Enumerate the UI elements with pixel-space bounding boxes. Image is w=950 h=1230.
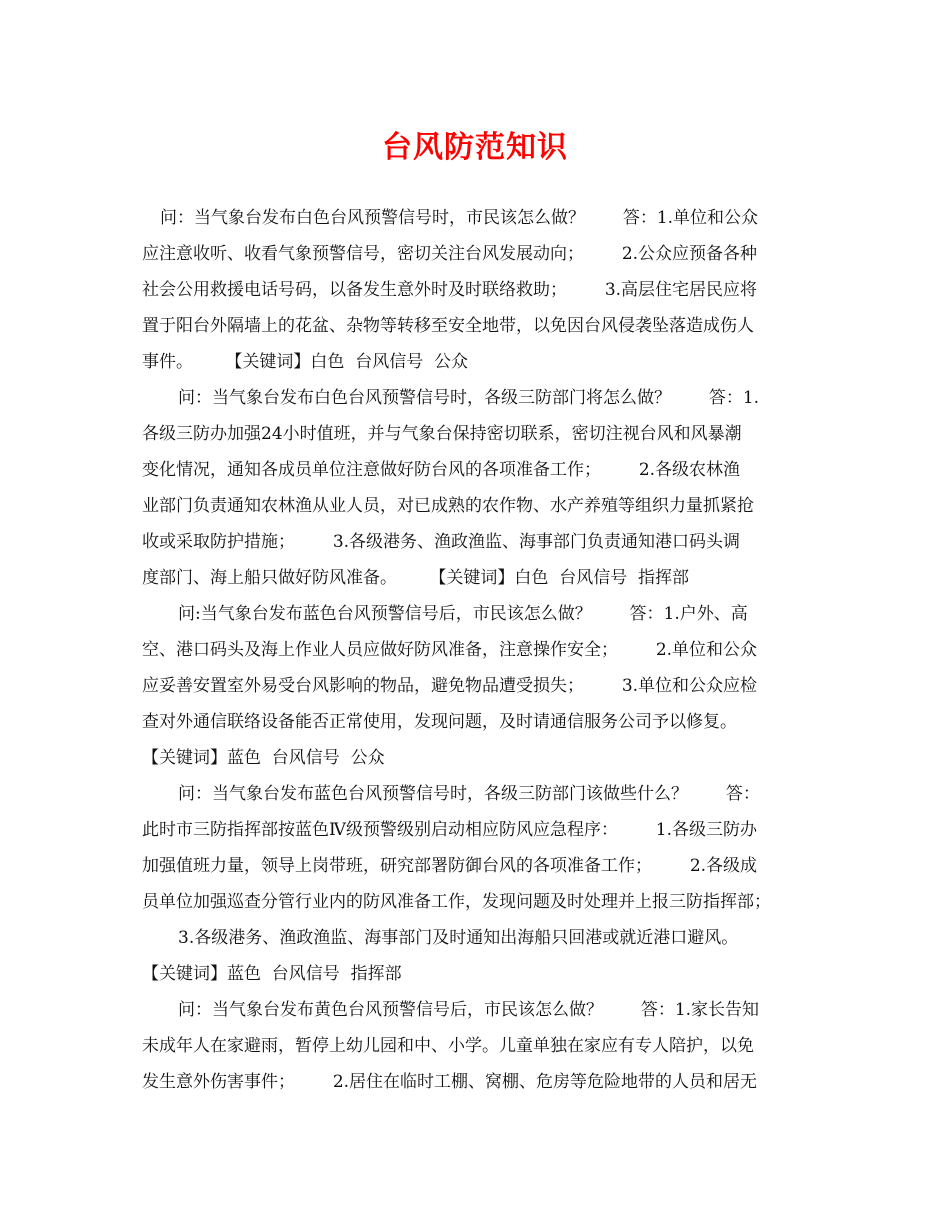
text-line: 问：当气象台发布蓝色台风预警信号时，各级三防部门该做些什么？ 答：: [178, 784, 760, 804]
text-line: 社会公用救援电话号码，以备发生意外时及时联络救助； 3.高层住宅居民应将: [142, 280, 758, 300]
text-line: 问:当气象台发布蓝色台风预警信号后，市民该怎么做？ 答：1.户外、高: [178, 604, 748, 624]
text-line: 【关键词】蓝色 台风信号 公众: [142, 748, 385, 768]
text-line: 此时市三防指挥部按蓝色Ⅳ级预警级别启动相应防风应急程序： 1.各级三防办: [142, 820, 758, 840]
text-line: 空、港口码头及海上作业人员应做好防风准备，注意操作安全； 2.单位和公众: [142, 640, 758, 660]
text-line: 问：当气象台发布白色台风预警信号时，市民该怎么做？ 答：1.单位和公众: [160, 208, 759, 228]
text-line: 业部门负责通知农林渔从业人员，对已成熟的农作物、水产养殖等组织力量抓紧抢: [142, 496, 754, 516]
document-title: 台风防范知识: [382, 130, 568, 165]
text-line: 3.各级港务、渔政渔监、海事部门及时通知出海船只回港或就近港口避风。: [178, 928, 739, 948]
text-line: 问：当气象台发布黄色台风预警信号后，市民该怎么做？ 答：1.家长告知: [178, 1000, 760, 1020]
text-line: 员单位加强巡查分管行业内的防风准备工作，发现问题及时处理并上报三防指挥部；: [142, 892, 771, 912]
text-line: 【关键词】蓝色 台风信号 指挥部: [142, 964, 402, 984]
text-line: 度部门、海上船只做好防风准备。 【关键词】白色 台风信号 指挥部: [142, 568, 690, 588]
text-line: 事件。 【关键词】白色 台风信号 公众: [142, 352, 469, 372]
text-line: 应注意收听、收看气象预警信号，密切关注台风发展动向； 2.公众应预备各种: [142, 244, 758, 264]
text-line: 查对外通信联络设备能否正常使用，发现问题，及时请通信服务公司予以修复。: [142, 712, 737, 732]
text-line: 问：当气象台发布白色台风预警信号时，各级三防部门将怎么做？ 答：1.: [178, 388, 760, 408]
text-line: 收或采取防护措施； 3.各级港务、渔政渔监、海事部门负责通知港口码头调: [142, 532, 741, 552]
text-line: 未成年人在家避雨，暂停上幼儿园和中、小学。儿童单独在家应有专人陪护，以免: [142, 1036, 754, 1056]
text-line: 变化情况，通知各成员单位注意做好防台风的各项准备工作； 2.各级农林渔: [142, 460, 741, 480]
text-line: 应妥善安置室外易受台风影响的物品，避免物品遭受损失； 3.单位和公众应检: [142, 676, 758, 696]
text-line: 各级三防办加强24小时值班，并与气象台保持密切联系，密切注视台风和风暴潮: [142, 424, 742, 444]
text-line: 置于阳台外隔墙上的花盆、杂物等转移至安全地带，以免因台风侵袭坠落造成伤人: [142, 316, 754, 336]
text-line: 加强值班力量，领导上岗带班，研究部署防御台风的各项准备工作； 2.各级成: [142, 856, 758, 876]
text-line: 发生意外伤害事件； 2.居住在临时工棚、窝棚、危房等危险地带的人员和居无: [142, 1072, 758, 1092]
